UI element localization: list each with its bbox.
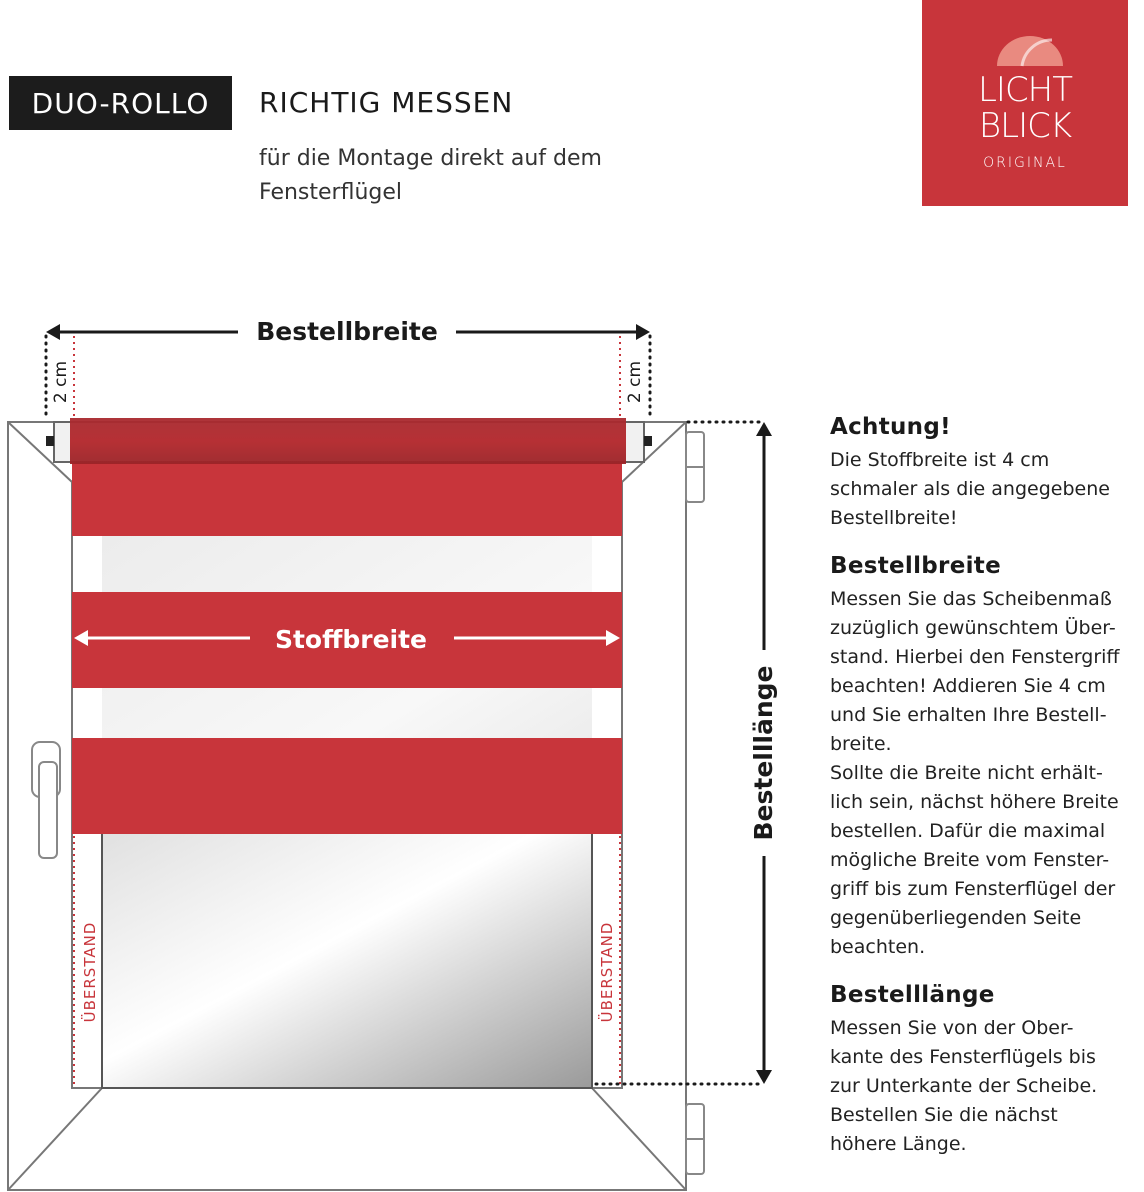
roller-tube xyxy=(46,418,652,464)
stoffbreite-label: Stoffbreite xyxy=(274,625,428,654)
bestelllaenge-section xyxy=(830,982,1144,1159)
measurement-diagram xyxy=(0,300,810,1192)
ueberstand-left-label: ÜBERSTAND xyxy=(81,921,99,1023)
achtung-section xyxy=(830,414,1144,533)
offset-right-label: 2 cm xyxy=(625,360,645,404)
bestellbreite-label: Bestellbreite xyxy=(256,317,438,346)
bestelllaenge-title: Bestelllänge xyxy=(830,982,995,1008)
info-panel xyxy=(830,414,1144,1179)
brand-logo xyxy=(922,0,1128,206)
achtung-title: Achtung! xyxy=(830,414,951,440)
logo-line1: LICHT xyxy=(977,70,1073,110)
ueberstand-right-label: ÜBERSTAND xyxy=(598,921,616,1023)
page-title: RICHTIG MESSEN xyxy=(259,86,514,119)
logo-line2: BLICK xyxy=(978,106,1072,146)
window-glass-lower xyxy=(102,830,592,1088)
hinge-icon xyxy=(686,432,704,1174)
product-badge: DUO-ROLLO xyxy=(9,76,232,130)
logo-subline: ORIGINAL xyxy=(983,155,1067,171)
bestellbreite-text: Messen Sie das Scheibenmaß zuzüglich gewünschtem Über- stand. Hierbei den Fenstergriff beachten! Addieren Sie 4 cm und Sie erhalten Ihre Bestell- breite. Sollte die Breite nicht erhält- lich sein, nächst höhere Breite bestellen. Dafür die maximal mögliche Breite vom Fenster- griff bis zum Fensterflügel der gegenüberliegenden Seite beachten. xyxy=(830,588,1120,958)
offset-left-label: 2 cm xyxy=(51,360,71,404)
bestelllaenge-label: Bestelllänge xyxy=(749,665,778,841)
bestelllaenge-text: Messen Sie von der Ober- kante des Fensterflügels bis zur Unterkante der Scheibe. Bestellen Sie die nächst höhere Länge. xyxy=(830,1017,1098,1155)
bestellbreite-title: Bestellbreite xyxy=(830,553,1001,579)
bestellbreite-section xyxy=(830,553,1144,962)
page-subtitle: für die Montage direkt auf dem Fensterflügel xyxy=(259,146,602,205)
achtung-text: Die Stoffbreite ist 4 cm schmaler als die angegebene Bestellbreite! xyxy=(830,449,1110,529)
